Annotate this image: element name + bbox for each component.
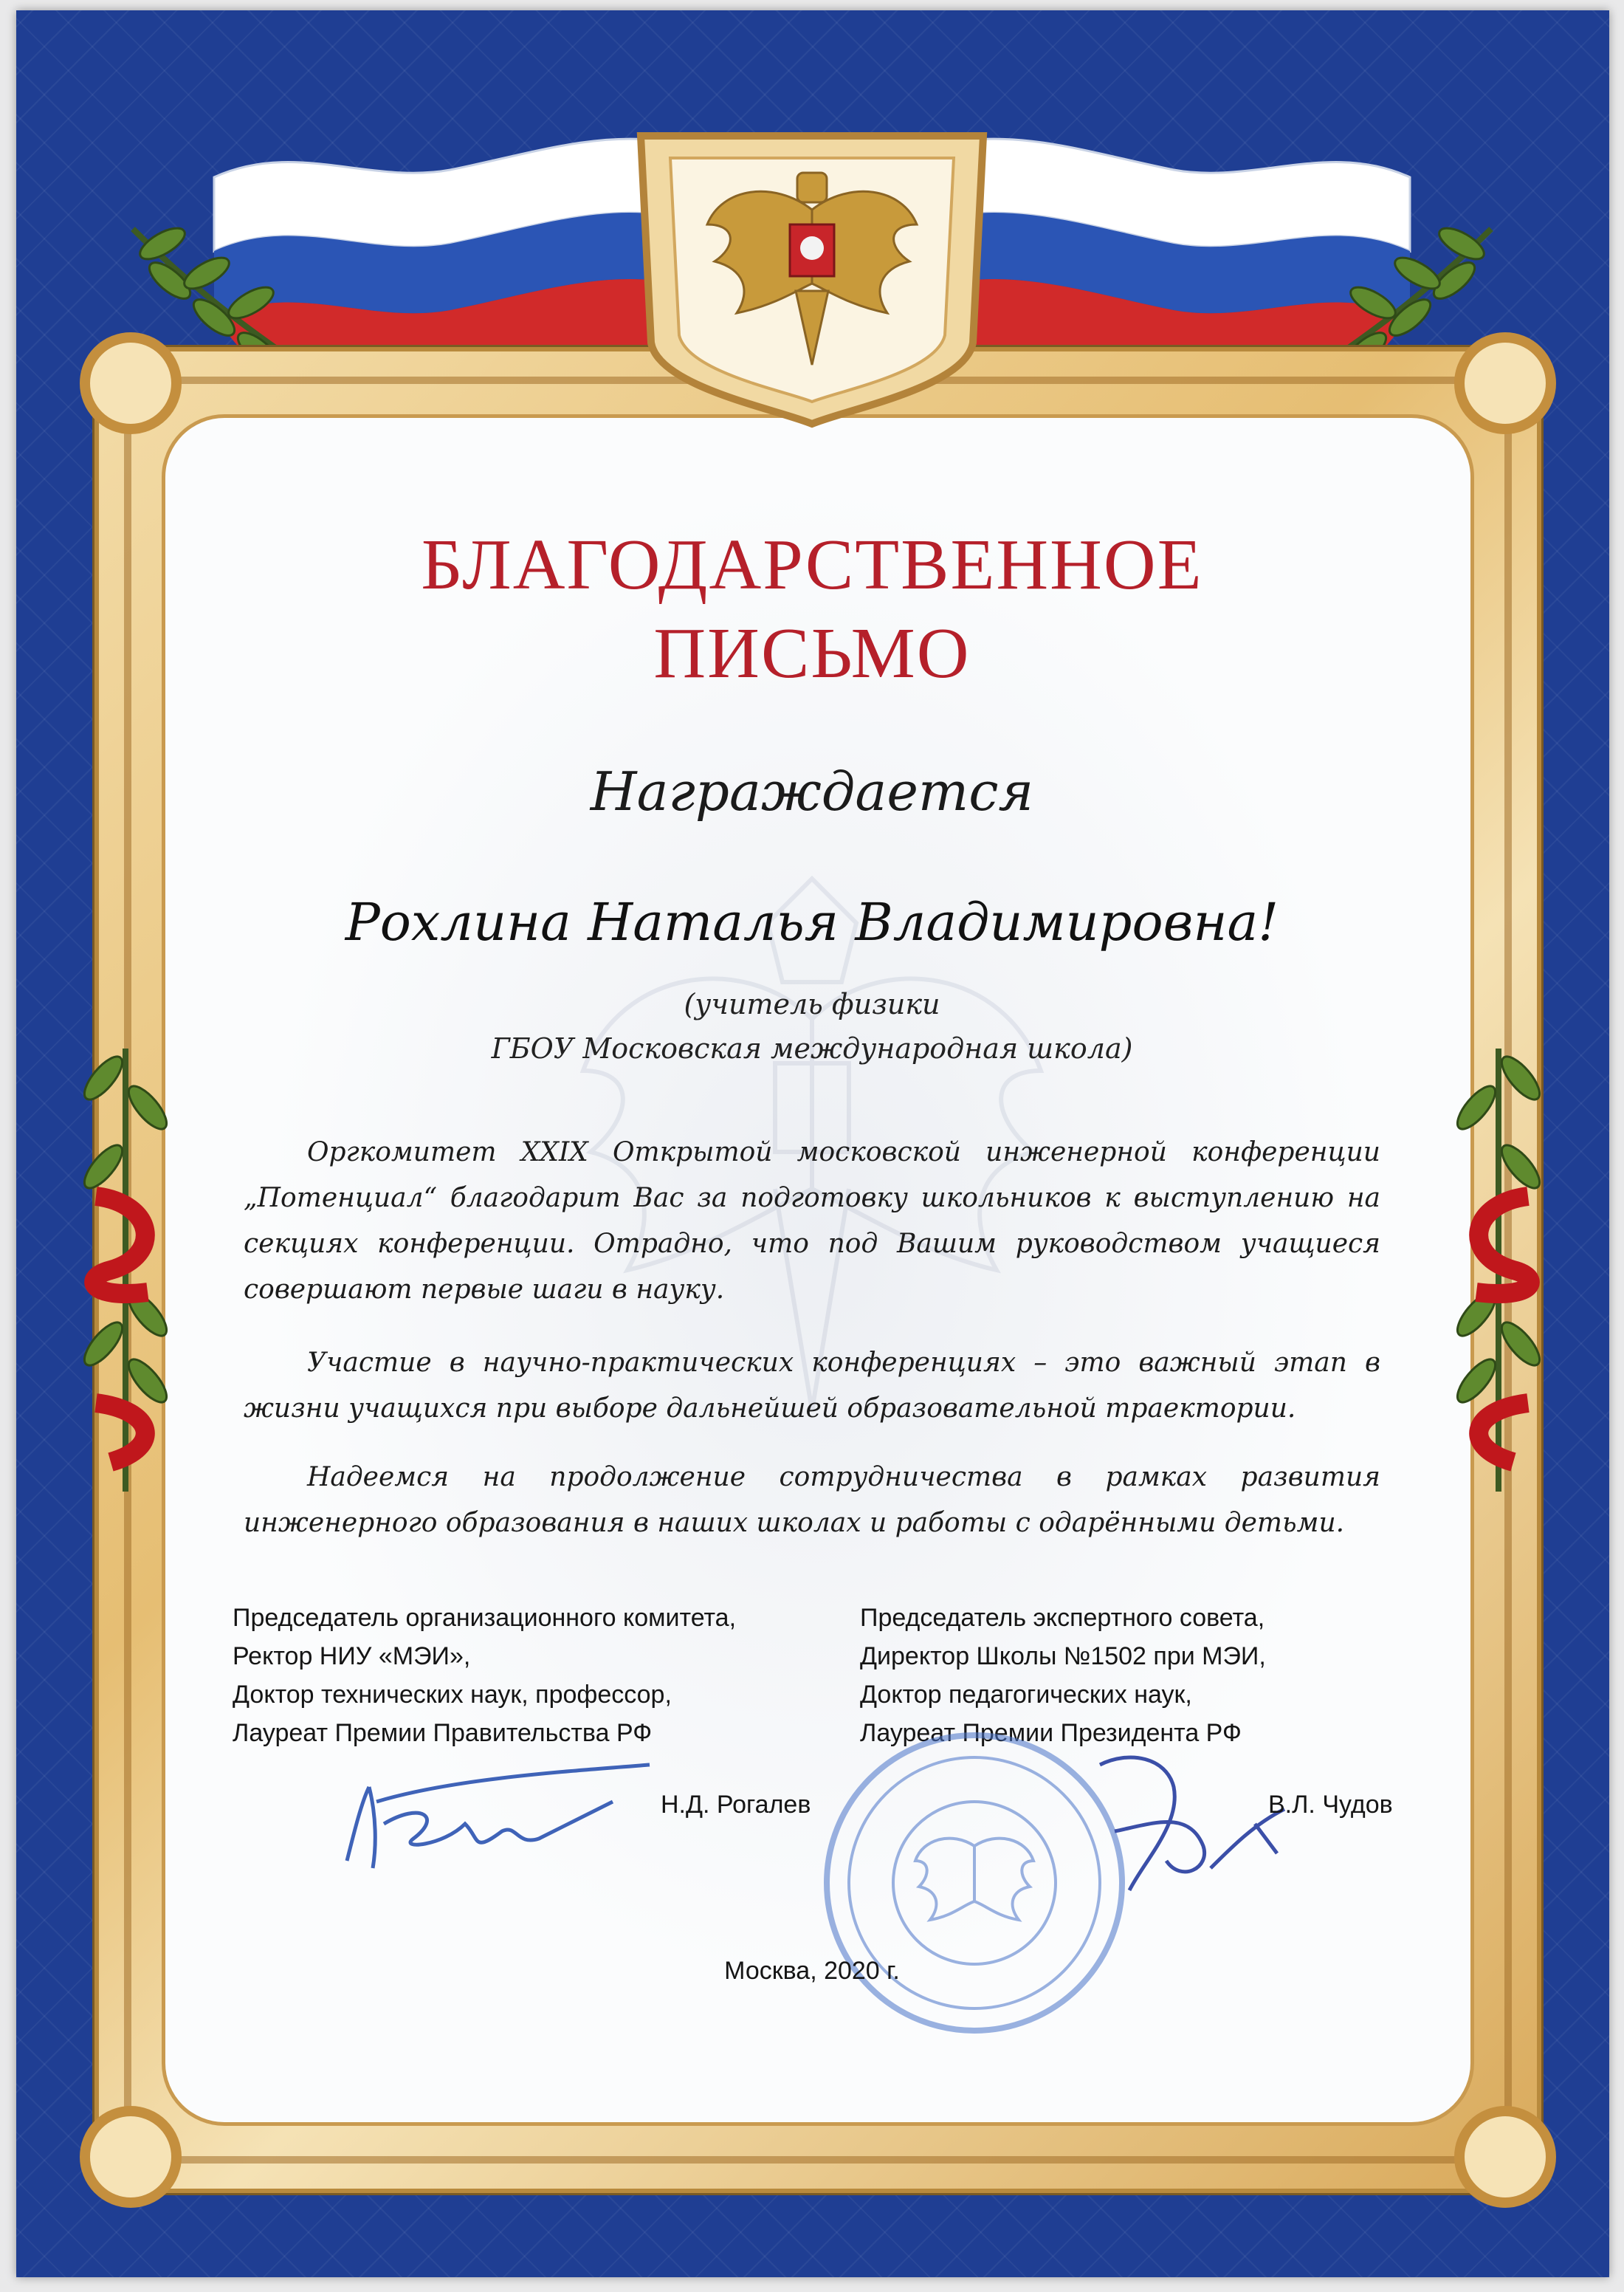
laurel-ribbon-left-icon: [66, 1034, 185, 1506]
official-stamp-icon: [819, 1728, 1129, 2038]
coat-of-arms-emblem-icon: [626, 121, 998, 431]
document-title: [0, 521, 1624, 698]
paragraph-1: Оргкомитет XXIX Открытой московской инженерной конференции „Потенциал“ благодарит Вас за подготовку школьников к выступлению на секциях конференции. Отрадно, что под Вашим руководством учащиеся совершают первые шаги в науку.: [244, 1137, 1380, 1305]
frame-corner-scroll: [1454, 332, 1556, 434]
position-line-1: (учитель физики: [684, 988, 940, 1020]
frame-corner-scroll: [80, 2106, 182, 2208]
paragraph-3: Надеемся на продолжение сотрудничества в рамках развития инженерного образования в наших школах и работы с одарёнными детьми.: [244, 1462, 1380, 1538]
right-signatory-title: Председатель экспертного совета, Директор Школы №1502 при МЭИ, Доктор педагогических наук, Лауреат Премии Президента РФ: [860, 1604, 1266, 1747]
left-signatory-title: Председатель организационного комитета, Ректор НИУ «МЭИ», Доктор технических наук, профессор, Лауреат Премии Правительства РФ: [233, 1604, 737, 1747]
awarded-label: Награждается: [590, 761, 1034, 823]
title-line-2: ПИСЬМО: [653, 614, 971, 693]
frame-corner-scroll: [80, 332, 182, 434]
left-signatory-name: Н.Д. Рогалев: [661, 1791, 811, 1819]
recipient-position: [0, 982, 1624, 1071]
place-and-date: Москва, 2020 г.: [724, 1957, 900, 1985]
frame-corner-scroll: [1454, 2106, 1556, 2208]
recipient-name: Рохлина Наталья Владимировна!: [345, 892, 1279, 953]
paragraph-2: Участие в научно-практических конференциях – это важный этап в жизни учащихся при выборе дальнейшей образовательной траектории.: [244, 1348, 1380, 1424]
signature-rogalev-icon: [332, 1757, 657, 1876]
laurel-ribbon-right-icon: [1439, 1034, 1558, 1506]
right-signatory-name: В.Л. Чудов: [1268, 1791, 1393, 1819]
title-line-1: БЛАГОДАРСТВЕННОЕ: [421, 525, 1203, 605]
signature-chudov-icon: [1085, 1743, 1292, 1912]
position-line-2: ГБОУ Московская международная школа): [491, 1032, 1133, 1065]
